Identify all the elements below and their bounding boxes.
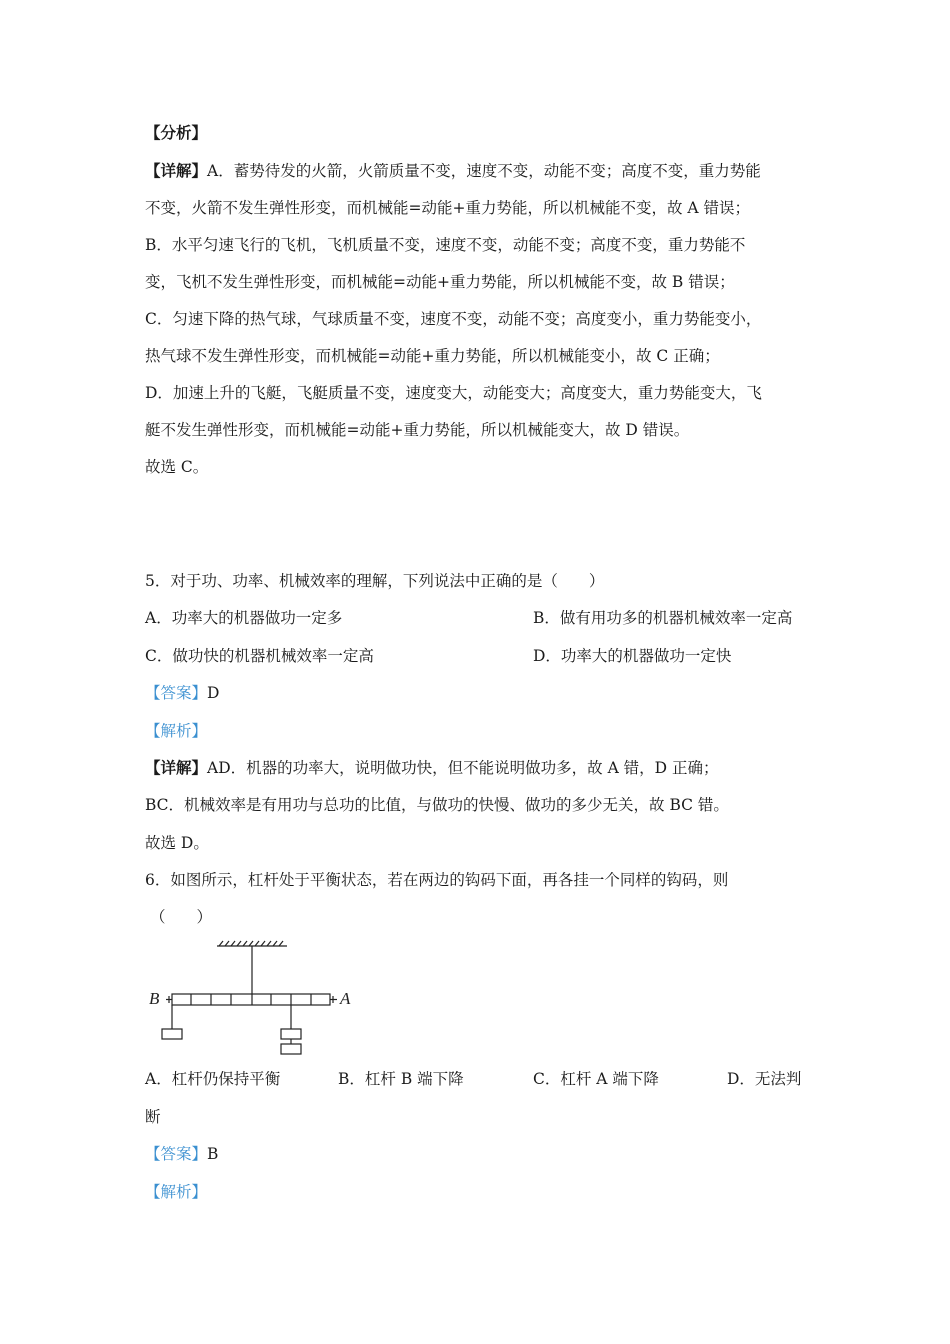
analysis-line-6: 热气球不发生弹性形变，而机械能=动能+重力势能，所以机械能变小，故 C 正确； (145, 347, 720, 365)
q5-analysis-tag: 【解析】 (145, 722, 208, 740)
analysis-line-7: D．加速上升的飞艇，飞艇质量不变，速度变大，动能变大；高度变大，重力势能变大，飞 (145, 384, 762, 402)
q6-analysis-tag: 【解析】 (145, 1183, 208, 1201)
q6-option-d: D．无法判 (727, 1070, 802, 1088)
q6-option-c: C．杠杆 A 端下降 (533, 1070, 659, 1088)
q5-answer: 【答案】D (145, 684, 220, 702)
q6-option-d-wrap: 断 (145, 1108, 161, 1126)
q6-blank: （ ） (150, 908, 213, 926)
q5-detail-line-1: 【详解】AD．机器的功率大，说明做功快，但不能说明做功多，故 A 错，D 正确； (145, 758, 719, 777)
left-weight (162, 1005, 182, 1039)
analysis-heading: 【分析】 (145, 123, 208, 142)
label-a: A (340, 989, 351, 1008)
q5-conclusion: 故选 D。 (145, 834, 209, 852)
analysis-line-3: B．水平匀速飞行的飞机，飞机质量不变，速度不变，动能不变；高度不变，重力势能不 (145, 236, 746, 254)
q6-option-a: A．杠杆仍保持平衡 (145, 1070, 281, 1088)
analysis-line-5: C．匀速下降的热气球，气球质量不变，速度不变，动能不变；高度变小，重力势能变小， (145, 310, 762, 328)
analysis-line-8: 艇不发生弹性形变，而机械能=动能+重力势能，所以机械能变大，故 D 错误。 (145, 421, 690, 439)
label-b: B (149, 989, 160, 1008)
q5-option-a: A．功率大的机器做功一定多 (145, 609, 343, 627)
q5-stem: 5．对于功、功率、机械效率的理解，下列说法中正确的是（ ） (145, 572, 605, 590)
q6-stem: 6．如图所示，杠杆处于平衡状态，若在两边的钩码下面，再各挂一个同样的钩码，则 (145, 871, 729, 889)
analysis-conclusion: 故选 C。 (145, 458, 209, 476)
detail-tag: 【详解】 (145, 161, 208, 180)
q5-detail-line-2: BC．机械效率是有用功与总功的比值，与做功的快慢、做功的多少无关，故 BC 错。 (145, 796, 729, 814)
answer-tag: 【答案】 (145, 684, 208, 702)
analysis-line-1: 【详解】A．蓄势待发的火箭，火箭质量不变，速度不变，动能不变；高度不变，重力势能 (145, 161, 761, 180)
analysis-line-4: 变，飞机不发生弹性形变，而机械能=动能+重力势能，所以机械能不变，故 B 错误； (145, 273, 735, 291)
q5-option-c: C．做功快的机器机械效率一定高 (145, 647, 374, 665)
right-weights (281, 1005, 301, 1054)
q6-answer: 【答案】B (145, 1145, 219, 1163)
q5-option-b: B．做有用功多的机器机械效率一定高 (533, 609, 793, 627)
detail-tag: 【详解】 (145, 758, 208, 777)
q6-option-b: B．杠杆 B 端下降 (338, 1070, 464, 1088)
analysis-line-2: 不变，火箭不发生弹性形变，而机械能=动能+重力势能，所以机械能不变，故 A 错误； (145, 199, 751, 217)
q5-option-d: D．功率大的机器做功一定快 (533, 647, 732, 665)
answer-tag: 【答案】 (145, 1145, 208, 1163)
lever-diagram (145, 938, 375, 1058)
ceiling-support (217, 941, 287, 946)
lever-bar (166, 994, 337, 1005)
